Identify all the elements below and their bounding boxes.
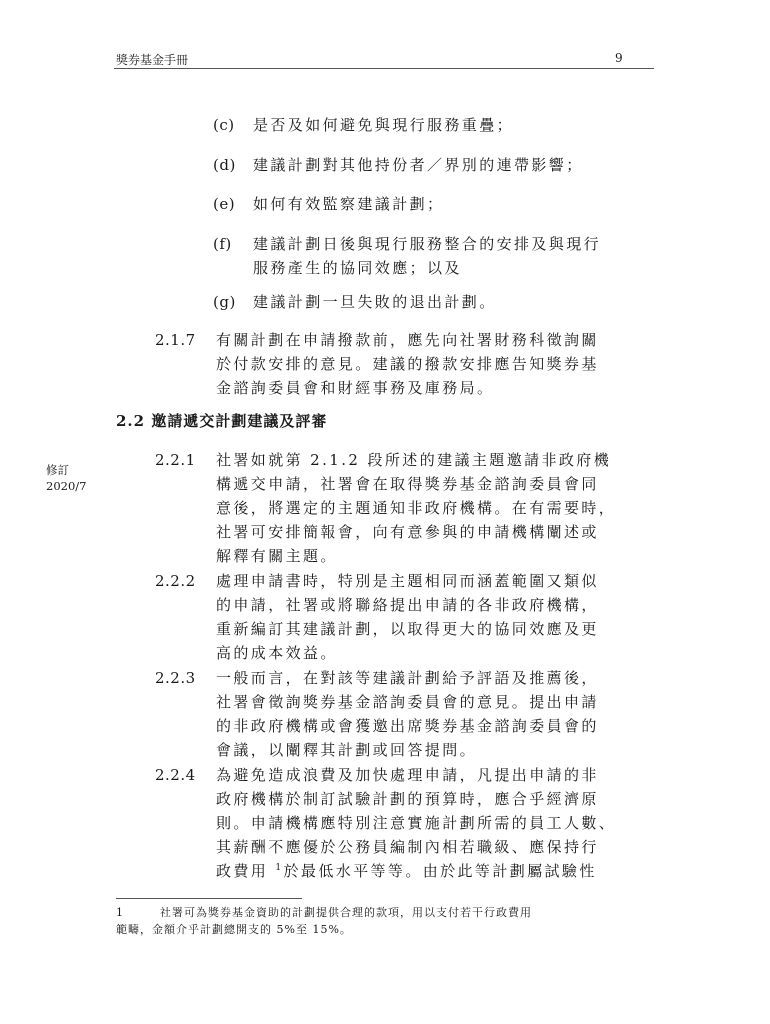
paragraph-line: 為避免造成浪費及加快處理申請，凡提出申請的非: [216, 766, 599, 784]
paragraph-line: 會議，以闡釋其計劃或回答提問。: [216, 741, 478, 759]
list-item-text: 如何有效監察建議計劃；: [253, 195, 445, 213]
section-heading: 2.2 邀請遞交計劃建議及評審: [116, 412, 328, 430]
footnote-mark: 1: [116, 906, 124, 919]
revision-note-date: 2020/7: [46, 479, 87, 493]
paragraph-line: 有關計劃在申請撥款前，應先向社署財務科徵詢關: [216, 331, 599, 349]
paragraph-line: 構遞交申請，社署會在取得獎券基金諮詢委員會同: [216, 475, 599, 493]
paragraph-line: 處理申請書時，特別是主題相同而涵蓋範圍又類似: [216, 572, 599, 590]
list-item-text: 建議計劃對其他持份者／界別的連帶影響；: [253, 156, 584, 174]
paragraph-number: 2.2.1: [155, 451, 196, 469]
revision-note-label: 修訂: [46, 463, 69, 477]
paragraph-line: 社署如就第 2.1.2 段所述的建議主題邀請非政府機: [216, 451, 612, 469]
list-item-label: (e): [213, 195, 236, 213]
list-item-label: (c): [213, 116, 235, 134]
paragraph-line: 重新編訂其建議計劃，以取得更大的協同效應及更: [216, 620, 599, 638]
paragraph-number: 2.2.2: [155, 572, 196, 590]
paragraph-line: 於付款安排的意見。建議的撥款安排應告知獎券基: [216, 355, 599, 373]
paragraph-line: 社署會徵詢獎券基金諮詢委員會的意見。提出申請: [216, 693, 599, 711]
paragraph-line: 社署可安排簡報會，向有意參與的申請機構闡述或: [216, 523, 599, 541]
list-item-label: (g): [213, 293, 236, 311]
paragraph-line: 的非政府機構或會獲邀出席獎券基金諮詢委員會的: [216, 717, 599, 735]
page-number: 9: [615, 51, 623, 65]
list-item-text: 建議計劃一旦失敗的退出計劃。: [253, 293, 497, 311]
paragraph-line: 的申請，社署或將聯絡提出申請的各非政府機構，: [216, 596, 599, 614]
paragraph-line: 其薪酬不應優於公務員編制內相若職級、應保持行: [216, 838, 599, 856]
footnote-line: 範疇，金額介乎計劃總開支的 5%至 15%。: [116, 923, 352, 936]
footnote-text: 社署可為獎券基金資助的計劃提供合理的款項，用以支付若干行政費用: [160, 906, 532, 919]
list-item-text: 是否及如何避免與現行服務重疊；: [253, 116, 515, 134]
paragraph-number: 2.2.3: [155, 669, 196, 687]
paragraph-line: 則。申請機構應特別注意實施計劃所需的員工人數、: [216, 814, 617, 832]
paragraph-line: 一般而言，在對該等建議計劃給予評語及推薦後，: [216, 669, 599, 687]
paragraph-number: 2.1.7: [155, 331, 196, 349]
list-item-text: 建議計劃日後與現行服務整合的安排及與現行: [253, 235, 602, 253]
paragraph-line-part: 政費用: [216, 862, 276, 880]
paragraph-line: 高的成本效益。: [216, 644, 338, 662]
footnote-divider: [116, 898, 302, 899]
footnote-line: [116, 904, 656, 921]
paragraph-line: 意後，將選定的主題通知非政府機構。在有需要時，: [216, 499, 617, 517]
header-divider: [114, 68, 654, 69]
paragraph-line: 政府機構於制訂試驗計劃的預算時，應合乎經濟原: [216, 790, 599, 808]
list-item-label: (f): [213, 235, 232, 253]
footnote: [116, 904, 656, 938]
paragraph-number: 2.2.4: [155, 766, 196, 784]
paragraph-line: 金諮詢委員會和財經事務及庫務局。: [216, 379, 495, 397]
header-title: 獎券基金手冊: [116, 53, 189, 67]
paragraph-line-part: 於最低水平等等。由於此等計劃屬試驗性: [283, 862, 597, 880]
paragraph-line: 解釋有關主題。: [216, 547, 338, 565]
footnote-reference[interactable]: 1: [275, 863, 284, 873]
paragraph-line: [216, 859, 597, 883]
list-item-label: (d): [213, 156, 236, 174]
list-item-text: 服務產生的協同效應；以及: [253, 259, 462, 277]
